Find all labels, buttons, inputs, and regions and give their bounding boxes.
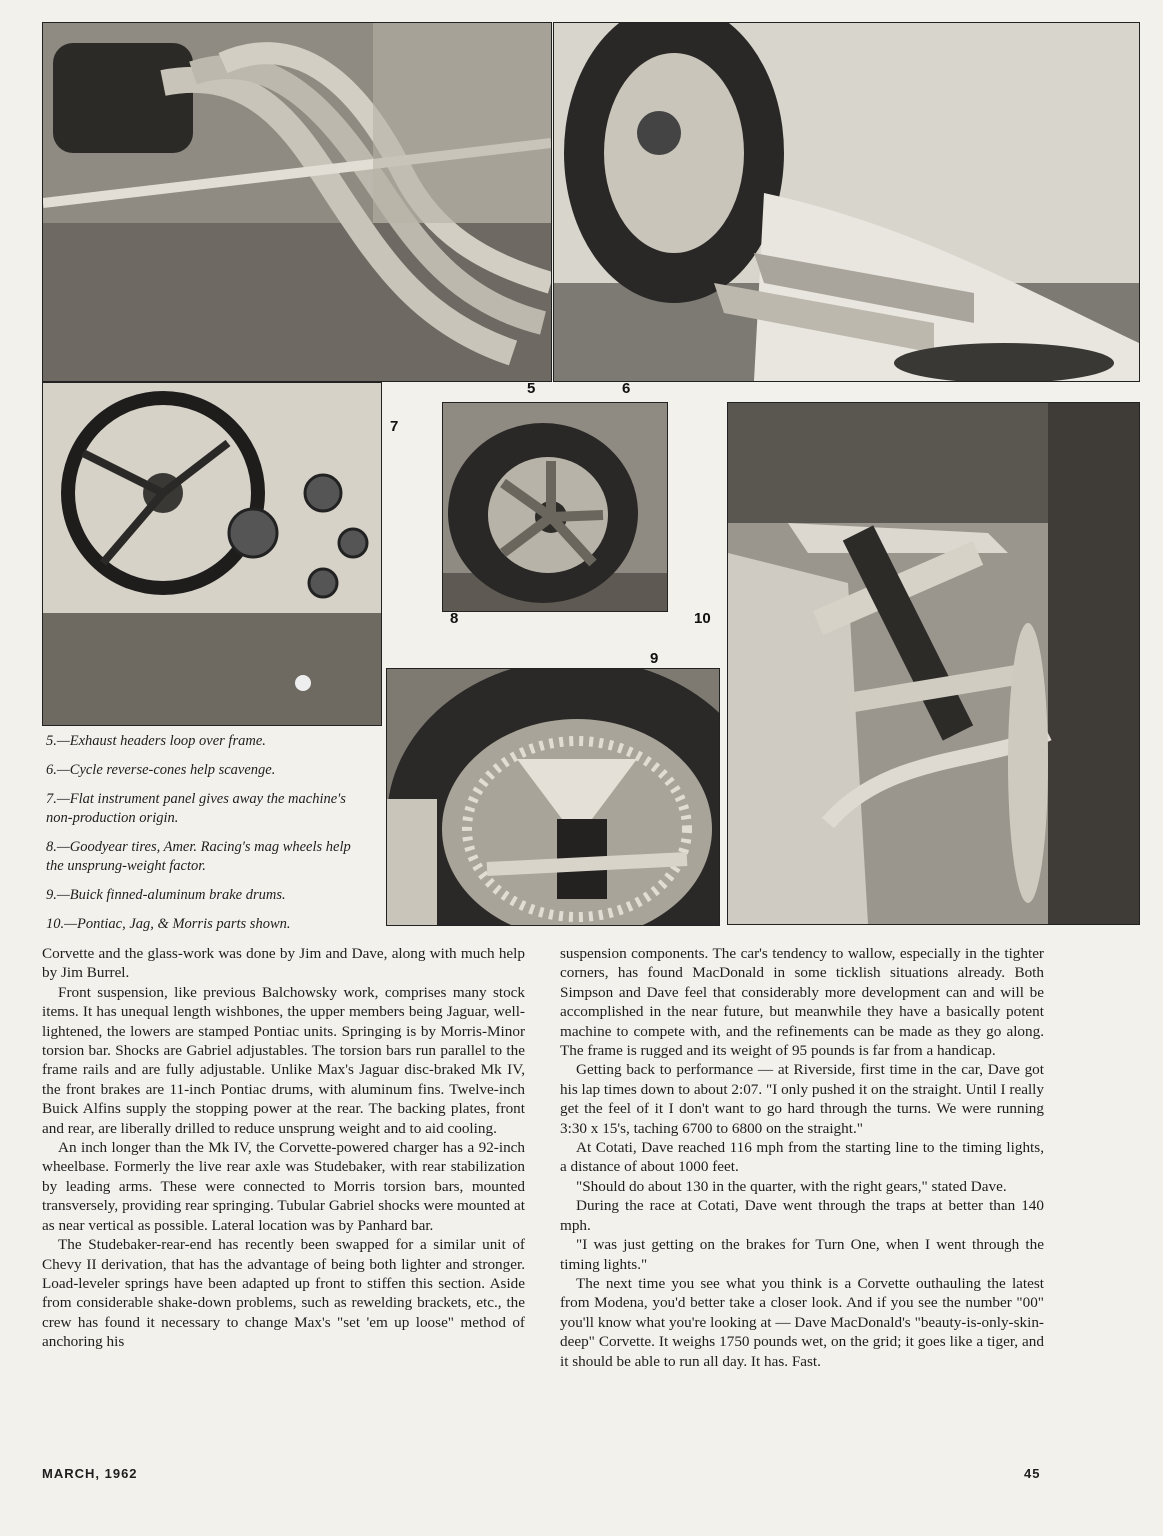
- caption-5: 5.—Exhaust headers loop over frame.: [46, 733, 266, 749]
- paragraph: The next time you see what you think is a Corvette outhauling the latest from Modena, you'd better take a closer look. And if you see the number "00" you'll know what you're looking at — Dave MacDonald's "beauty-is-only-skin-deep" Corvette. It weighs 1750 pounds wet, on the grid; it goes like a tiger, and it should be able to run all day. It has. Fast.: [560, 1274, 1044, 1370]
- photo-brake-drum: [386, 668, 720, 926]
- article-right-column: [560, 944, 1044, 1371]
- photo-8-label: 8: [450, 610, 459, 627]
- caption-6: 6.—Cycle reverse-cones help scavenge.: [46, 762, 276, 778]
- page-number: 45: [1024, 1466, 1041, 1481]
- caption-7: 7.—Flat instrument panel gives away the machine's non-production origin.: [46, 791, 346, 826]
- photo-5-label: 5: [527, 380, 536, 397]
- caption-9: 9.—Buick finned-aluminum brake drums.: [46, 887, 286, 903]
- caption-8: 8.—Goodyear tires, Amer. Racing's mag wheels help the unsprung-weight factor.: [46, 839, 351, 874]
- paragraph: Corvette and the glass-work was done by Jim and Dave, along with much help by Jim Burrel.: [42, 945, 525, 982]
- photo-reverse-cones: [553, 22, 1140, 382]
- article-left-column: [42, 944, 525, 1352]
- paragraph: At Cotati, Dave reached 116 mph from the starting line to the timing lights, a distance of about 1000 feet.: [560, 1139, 1044, 1176]
- paragraph: "Should do about 130 in the quarter, with the right gears," stated Dave.: [576, 1177, 1007, 1195]
- photo-7-label: 7: [390, 418, 399, 435]
- paragraph: Front suspension, like previous Balchowsky work, comprises many stock items. It has unequal length wishbones, the upper members being Jaguar, well-lightened, the lowers are stamped Pontiac units. Springing is by Morris-Minor torsion bar. Shocks are Gabriel adjustables. The torsion bars run parallel to the frame rails and are fully adjustable. Unlike Max's Jaguar disc-braked Mk IV, the front brakes are 11-inch Pontiac drums, with aluminum fins. Twelve-inch Buick Alfins supply the stopping power at the rear. The backing plates, front and rear, are liberally drilled to reduce unsprung weight and to aid cooling.: [42, 983, 525, 1137]
- paragraph: suspension components. The car's tendency to wallow, especially in the tighter corners, has found MacDonald in some ticklish situations already. Both Simpson and Dave feel that considerably more development can and will be accomplished in the near future, but meanwhile they have a basically potent machine to compete with, and the refinements can be made as they go along. The frame is rugged and its weight of 95 pounds is far from a handicap.: [560, 945, 1044, 1060]
- caption-10: 10.—Pontiac, Jag, & Morris parts shown.: [46, 916, 291, 932]
- paragraph: "I was just getting on the brakes for Turn One, when I went through the timing lights.": [560, 1236, 1044, 1273]
- paragraph: An inch longer than the Mk IV, the Corvette-powered charger has a 92-inch wheelbase. Formerly the live rear axle was Studebaker, with rear stabilization by leading arms. These were connected to Morris torsion bars, mounted transversely, providing rear springing. Tubular Gabriel shocks were mounted at as near vertical as possible. Lateral location was by Panhard bar.: [42, 1139, 525, 1234]
- photo-exhaust-headers: [42, 22, 552, 382]
- paragraph: During the race at Cotati, Dave went through the traps at better than 140 mph.: [560, 1197, 1044, 1234]
- photo-captions: [46, 732, 364, 944]
- photo-suspension-parts: [727, 402, 1140, 925]
- photo-9-label: 9: [650, 650, 659, 667]
- footer-date: MARCH, 1962: [42, 1466, 138, 1481]
- photo-10-label: 10: [694, 610, 711, 627]
- photo-instrument-panel: [42, 382, 382, 726]
- paragraph: The Studebaker-rear-end has recently been swapped for a similar unit of Chevy II derivation, that has the advantage of being both lighter and stronger. Load-leveler springs have been adapted up front to stiffen this section. Aside from considerable shake-down problems, such as rewelding brackets, etc., the crew has found it necessary to change Max's "set 'em up loose" method of anchoring his: [42, 1236, 525, 1351]
- photo-6-label: 6: [622, 380, 631, 397]
- photo-mag-wheel: [442, 402, 668, 612]
- paragraph: Getting back to performance — at Riverside, first time in the car, Dave got his lap times down to about 2:07. "I only pushed it on the straight. Until I really get the feel of it I don't want to go hard through the turns. We were running 3:30 x 15's, taching 6700 to 6800 on the straight.": [560, 1061, 1044, 1137]
